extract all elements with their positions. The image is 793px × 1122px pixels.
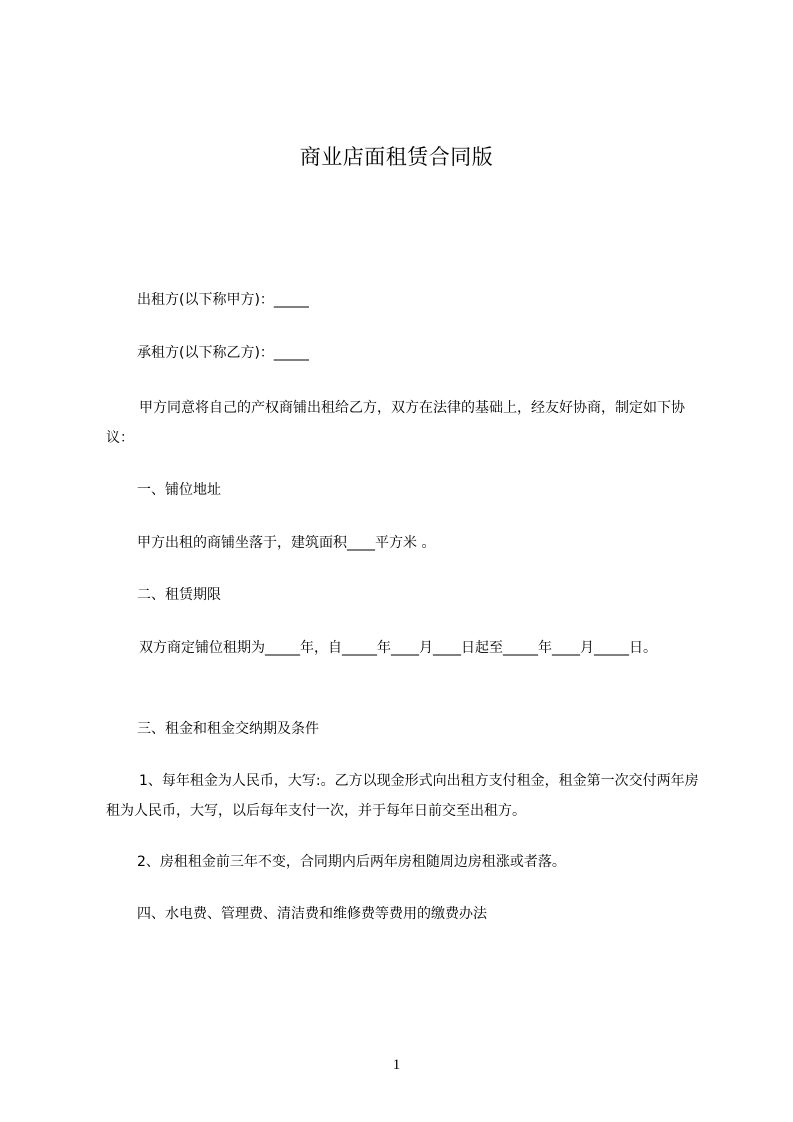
intro-paragraph: 甲方同意将自己的产权商铺出租给乙方，双方在法律的基础上，经友好协商，制定如下协议： bbox=[106, 400, 685, 446]
lessee-line: 承租方(以下称乙方)：_____ bbox=[137, 345, 309, 361]
rent-paragraph-2: 2、房租租金前三年不变，合同期内后两年房租随周边房租涨或者落。 bbox=[137, 854, 566, 870]
section-heading-address: 一、铺位地址 bbox=[137, 482, 221, 498]
section-heading-fees: 四、水电费、管理费、清洁费和维修费等费用的缴费办法 bbox=[137, 906, 487, 922]
page-number: 1 bbox=[392, 1057, 401, 1073]
section-heading-term: 二、租赁期限 bbox=[137, 587, 221, 603]
section-heading-rent: 三、租金和租金交纳期及条件 bbox=[137, 721, 319, 737]
term-paragraph: 双方商定铺位租期为_____年，自_____年____月____日起至_____年____月_____日。 bbox=[139, 640, 657, 656]
document-title: 商业店面租赁合同版 bbox=[299, 145, 494, 169]
address-paragraph: 甲方出租的商铺坐落于，建筑面积____平方米 。 bbox=[137, 535, 436, 551]
lessor-line: 出租方(以下称甲方)：_____ bbox=[137, 292, 309, 308]
rent-paragraph-1: 1、每年租金为人民币，大写:。乙方以现金形式向出租方支付租金，租金第一次交付两年房租为人民币，大写，以后每年支付一次，并于每年日前交至出租方。 bbox=[106, 773, 699, 819]
